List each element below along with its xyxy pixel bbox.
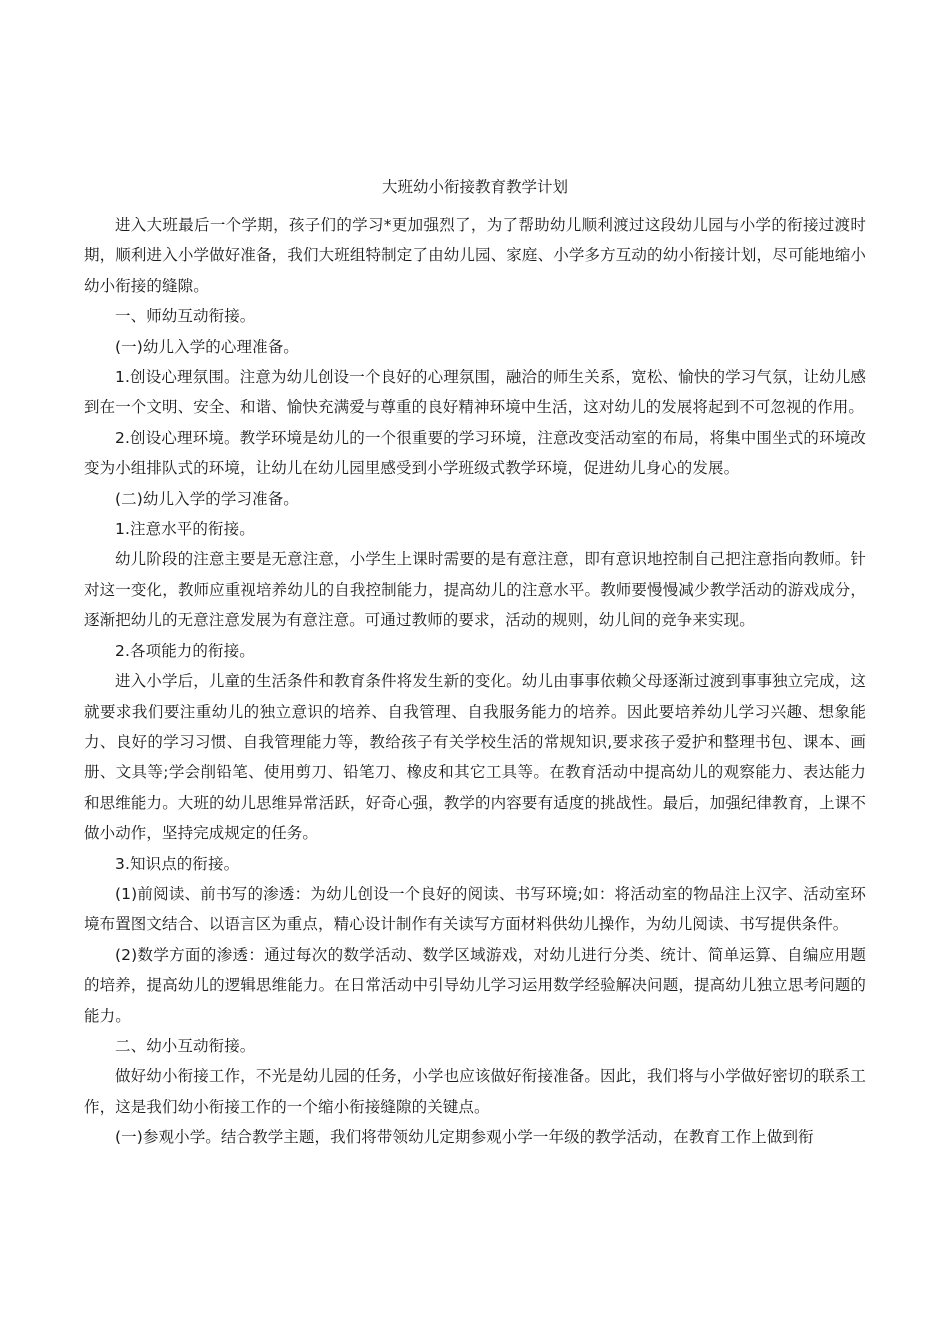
paragraph: (2)数学方面的渗透：通过每次的数学活动、数学区域游戏，对幼儿进行分类、统计、简单运算、自编应用题的培养，提高幼儿的逻辑思维能力。在日常活动中引导幼儿学习运用数学经验解决问题，提高幼儿独立思考问题的能力。 bbox=[84, 945, 866, 1025]
paragraph: 做好幼小衔接工作，不光是幼儿园的任务，小学也应该做好衔接准备。因此，我们将与小学做好密切的联系工作，这是我们幼小衔接工作的一个缩小衔接缝隙的关键点。 bbox=[84, 1067, 866, 1116]
paragraph: 进入小学后，儿童的生活条件和教育条件将发生新的变化。幼儿由事事依赖父母逐渐过渡到事事独立完成，这就要求我们要注重幼儿的独立意识的培养、自我管理、自我服务能力的培养。因此要培养幼儿学习兴趣、想象能力、良好的学习习惯、自我管理能力等，教给孩子有关学校生活的常规知识,要求孩子爱护和整理书包、课本、画册、文具等;学会削铅笔、使用剪刀、铅笔刀、橡皮和其它工具等。在教育活动中提高幼儿的观察能力、表达能力和思维能力。大班的幼儿思维异常活跃，好奇心强，教学的内容要有适度的挑战性。最后，加强纪律教育，上课不做小动作，坚持完成规定的任务。 bbox=[84, 672, 866, 843]
document-body bbox=[84, 210, 866, 1153]
document-title: 大班幼小衔接教育教学计划 bbox=[381, 178, 568, 196]
paragraph: (1)前阅读、前书写的渗透：为幼儿创设一个良好的阅读、书写环境;如：将活动室的物品注上汉字、活动室环境布置图文结合、以语言区为重点，精心设计制作有关读写方面材料供幼儿操作，为幼儿阅读、书写提供条件。 bbox=[84, 884, 866, 934]
paragraph: 进入大班最后一个学期，孩子们的学习*更加强烈了，为了帮助幼儿顺利渡过这段幼儿园与小学的衔接过渡时期，顺利进入小学做好准备，我们大班组特制定了由幼儿园、家庭、小学多方互动的幼小衔接计划，尽可能地缩小幼小衔接的缝隙。 bbox=[84, 216, 866, 295]
document-page bbox=[84, 172, 866, 1153]
section-heading: 一、师幼互动衔接。 bbox=[115, 307, 256, 326]
subsection-heading: (二)幼儿入学的学习准备。 bbox=[115, 489, 299, 508]
paragraph: 1.创设心理氛围。注意为幼儿创设一个良好的心理氛围，融洽的师生关系，宽松、愉快的学习气氛，让幼儿感到在一个文明、安全、和谐、愉快充满爱与尊重的良好精神环境中生活，这对幼儿的发展将起到不可忽视的作用。 bbox=[84, 368, 866, 417]
paragraph: (一)参观小学。结合教学主题，我们将带领幼儿定期参观小学一年级的教学活动，在教育工作上做到衔 bbox=[115, 1128, 814, 1147]
item-heading: 1.注意水平的衔接。 bbox=[115, 520, 255, 539]
paragraph: 幼儿阶段的注意主要是无意注意，小学生上课时需要的是有意注意，即有意识地控制自己把注意指向教师。针对这一变化，教师应重视培养幼儿的自我控制能力，提高幼儿的注意水平。教师要慢慢减少教学活动的游戏成分，逐渐把幼儿的无意注意发展为有意注意。可通过教师的要求，活动的规则，幼儿间的竞争来实现。 bbox=[84, 550, 866, 630]
section-heading: 二、幼小互动衔接。 bbox=[115, 1036, 256, 1055]
subsection-heading: (一)幼儿入学的心理准备。 bbox=[115, 337, 299, 356]
item-heading: 3.知识点的衔接。 bbox=[115, 854, 240, 873]
item-heading: 2.各项能力的衔接。 bbox=[115, 641, 255, 660]
paragraph: 2.创设心理环境。教学环境是幼儿的一个很重要的学习环境，注意改变活动室的布局，将集中围坐式的环境改变为小组排队式的环境，让幼儿在幼儿园里感受到小学班级式教学环境，促进幼儿身心的发展。 bbox=[84, 428, 866, 478]
